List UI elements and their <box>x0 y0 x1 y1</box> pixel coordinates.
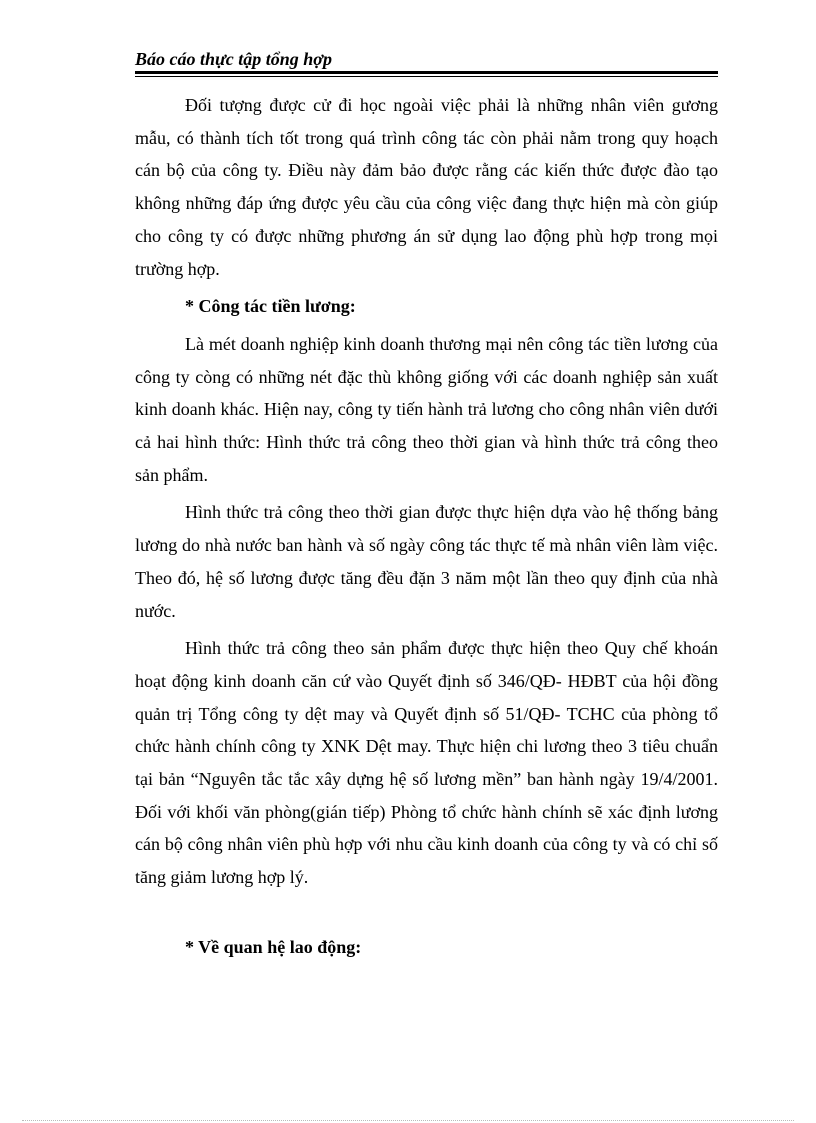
page-header <box>135 48 718 78</box>
header-rule-thick <box>135 71 718 74</box>
paragraph-product-based-pay: Hình thức trả công theo sản phẩm được thực hiện theo Quy chế khoán hoạt động kinh doanh căn cứ vào Quyết định số 346/QĐ- HĐBT của hội đồng quản trị Tổng công ty dệt may và Quyết định số 51/QĐ- TCHC của phòng tổ chức hành chính công ty XNK Dệt may. Thực hiện chi lương theo 3 tiêu chuẩn tại bản “Nguyên tắc tắc xây dựng hệ số lương mền” ban hành ngày 19/4/2001. Đối với khối văn phòng(gián tiếp) Phòng tổ chức hành chính sẽ xác định lương cán bộ công nhân viên phù hợp với nhu cầu kinh doanh của công ty và có chỉ số tăng giảm lương hợp lý. <box>135 638 718 888</box>
section-heading-labor-relations: * Về quan hệ lao động: <box>185 936 362 957</box>
report-title: Báo cáo thực tập tổng hợp <box>135 49 332 69</box>
paragraph-trainee-selection: Đối tượng được cử đi học ngoài việc phải là những nhân viên gương mẫu, có thành tích tốt trong quá trình công tác còn phải nằm trong quy hoạch cán bộ của công ty. Điều này đảm bảo được rằng các kiến thức được đào tạo không những đáp ứng được yêu cầu của công việc đang thực hiện mà còn giúp cho công ty có được những phương án sử dụng lao động phù hợp trong mọi trường hợp. <box>135 95 718 279</box>
page-bottom-border <box>22 1120 794 1121</box>
paragraph-salary-forms: Là mét doanh nghiệp kinh doanh thương mại nên công tác tiền lương của công ty còng có những nét đặc thù không giống với các doanh nghiệp sản xuất kinh doanh khác. Hiện nay, công ty tiến hành trả lương cho công nhân viên dưới cả hai hình thức: Hình thức trả công theo thời gian và hình thức trả công theo sản phẩm. <box>135 333 718 485</box>
header-rule-thin <box>135 76 718 77</box>
paragraph-time-based-pay: Hình thức trả công theo thời gian được thực hiện dựa vào hệ thống bảng lương do nhà nước ban hành và số ngày công tác thực tế mà nhân viên làm việc. Theo đó, hệ số lương được tăng đều đặn 3 năm một lần theo quy định của nhà nước. <box>135 502 718 621</box>
document-body <box>135 89 718 964</box>
section-heading-salary: * Công tác tiền lương: <box>185 296 356 317</box>
